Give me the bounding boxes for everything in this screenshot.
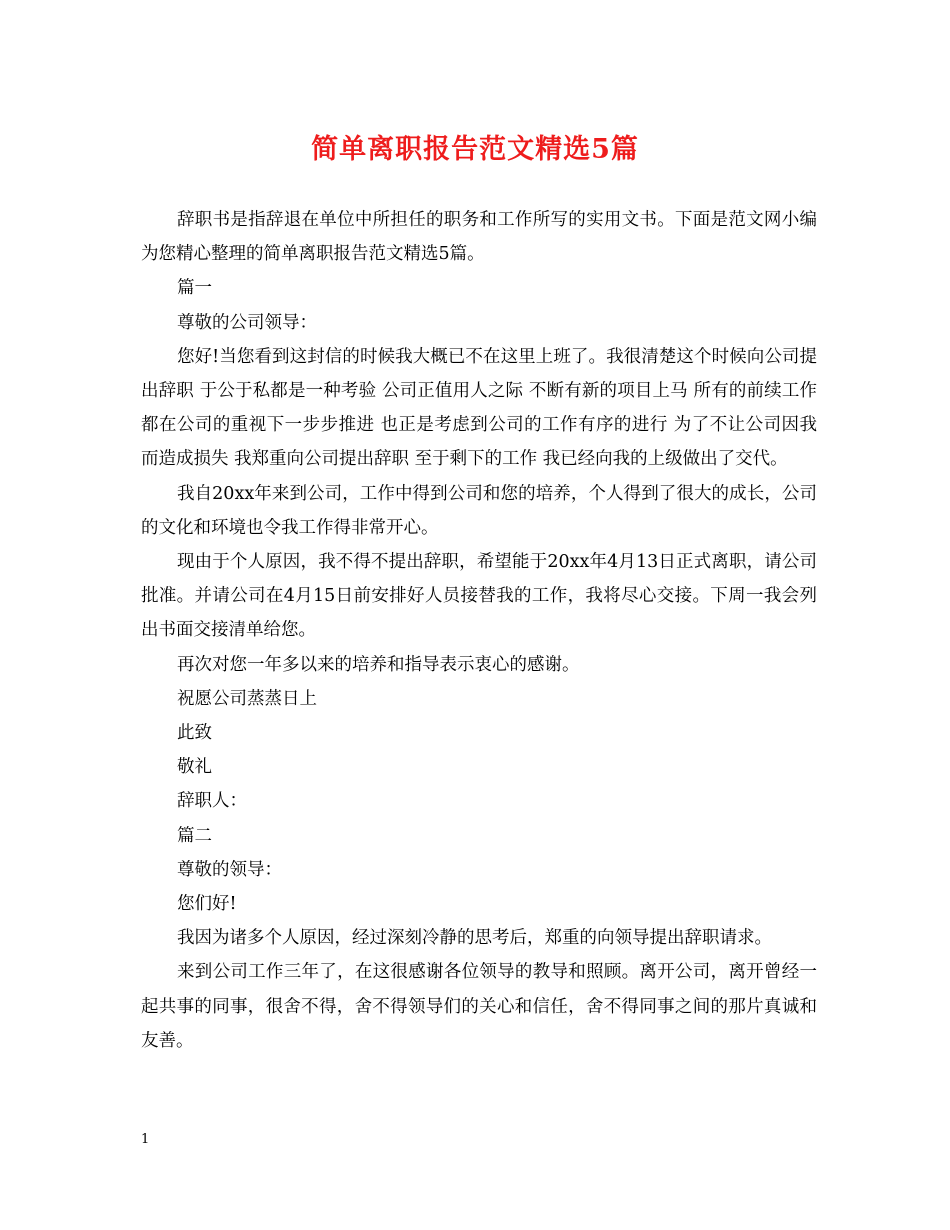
section-heading-2: 篇二 [177, 825, 212, 846]
greeting-2: 您们好! [177, 894, 237, 915]
letter-1-paragraph-4: 再次对您一年多以来的培养和指导表示衷心的感谢。 [177, 654, 580, 675]
salutation-1: 尊敬的公司领导： [177, 312, 317, 333]
document-body [141, 203, 817, 1058]
letter-1-closing-1: 此致 [177, 723, 212, 744]
letter-2-paragraph-1: 我因为诸多个人原因，经过深刻冷静的思考后，郑重的向领导提出辞职请求。 [177, 928, 772, 949]
salutation-2: 尊敬的领导： [177, 859, 282, 880]
section-heading-1: 篇一 [177, 278, 212, 299]
letter-2-paragraph-2: 来到公司工作三年了，在这很感谢各位领导的教导和照顾。离开公司，离开曾经一起共事的同事，很舍不得，舍不得领导们的关心和信任，舍不得同事之间的那片真诚和友善。 [141, 962, 817, 1051]
intro-paragraph: 辞职书是指辞退在单位中所担任的职务和工作所写的实用文书。下面是范文网小编为您精心整理的简单离职报告范文精选5篇。 [141, 210, 817, 265]
letter-1-closing-2: 敬礼 [177, 757, 212, 778]
page-number: 1 [141, 1132, 150, 1147]
letter-1-signature: 辞职人： [177, 791, 247, 812]
letter-1-paragraph-2: 我自20xx年来到公司，工作中得到公司和您的培养，个人得到了很大的成长，公司的文化和环境也令我工作得非常开心。 [141, 483, 817, 538]
document-title: 简单离职报告范文精选5篇 [311, 134, 639, 165]
letter-1-paragraph-3: 现由于个人原因，我不得不提出辞职，希望能于20xx年4月13日正式离职，请公司批准。并请公司在4月15日前安排好人员接替我的工作，我将尽心交接。下周一我会列出书面交接清单给您。 [141, 552, 817, 641]
letter-1-wish: 祝愿公司蒸蒸日上 [177, 688, 317, 709]
letter-1-paragraph-1: 您好!当您看到这封信的时候我大概已不在这里上班了。我很清楚这个时候向公司提出辞职 于公于私都是一种考验 公司正值用人之际 不断有新的项目上马 所有的前续工作都在公司的重视下一步步推进 也正是考虑到公司的工作有序的进行 为了不让公司因我而造成损失 我郑重向公司提出辞职 至于剩下的工作 我已经向我的上级做出了交代。 [141, 346, 817, 470]
